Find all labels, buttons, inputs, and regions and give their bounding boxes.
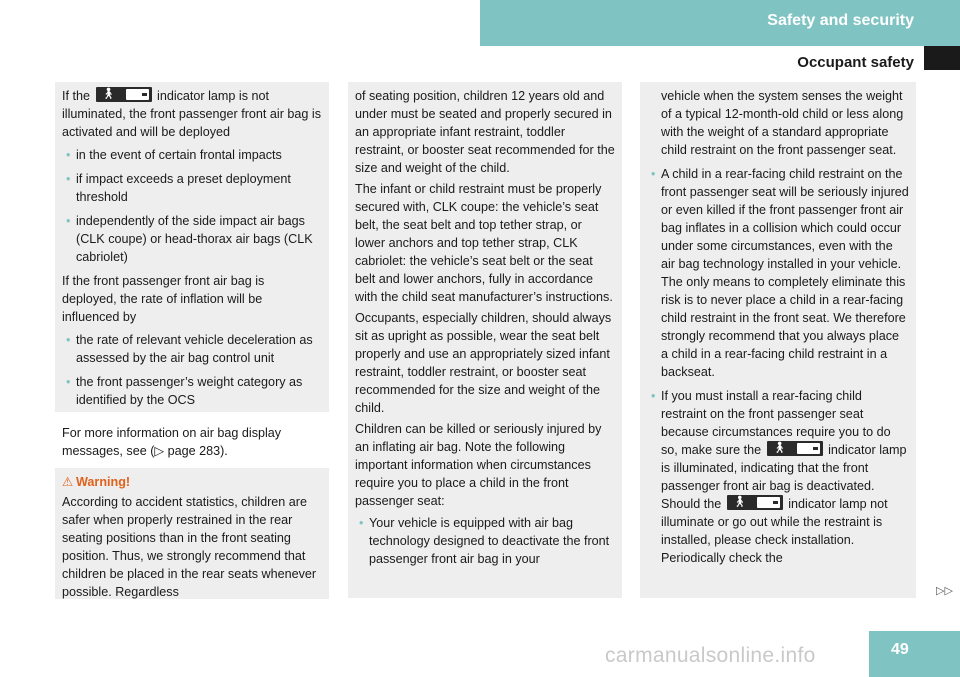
list-item: • If you must install a rear-facing child restraint on the front passenger seat because circumstances require you to do so, make sure the 🚶︎ indicator lamp is illuminated, indicating that the front passenger front air bag is deactivated. Should the 🚶︎ indicator lamp not illuminate or go out while the restraint is installed, please check installation. Periodically check the: [651, 389, 907, 565]
child-safety-list: [355, 514, 615, 568]
warning-heading: ⚠︎ Warning!: [62, 475, 131, 489]
header-marker: [924, 46, 960, 70]
intro-text-b: indicator lamp is not illuminated, the front passenger front air bag is activated and will be deployed: [62, 89, 322, 139]
page-number: 49: [891, 641, 909, 658]
warning-panel: [55, 468, 329, 599]
column-3: [640, 82, 916, 598]
list-item: • A child in a rear-facing child restraint on the front passenger seat will be seriously injured or even killed if the front passenger front air bag inflates in a collision which could occur under some circumstances, even with the air bag technology installed in your vehicle. The only means to completely eliminate this risk is to never place a child in a rear-facing child restraint in the front seat. We therefore strongly recommend that you always place a child in a rear-facing child restraint in a backseat.: [651, 167, 909, 379]
list-item: • in the event of certain frontal impacts: [66, 148, 282, 162]
warning-text: According to accident statistics, children are safer when properly restrained in the rear seating positions than in the front seating position. Thus, we strongly recommend that children be placed in the rear seats whenever possible. Regardless: [62, 495, 317, 599]
pass-air-bag-off-icon: 🚶︎: [96, 87, 152, 102]
continue-arrow-icon: ▷▷: [936, 585, 953, 597]
paragraph: Occupants, especially children, should always sit as upright as possible, wear the seat belt properly and use an appropriately sized infant restraint, toddler restraint, or booster seat recommended for the size and weight of the child.: [355, 311, 612, 415]
paragraph: Children can be killed or seriously injured by an inflating air bag. Note the following important information when circumstances require you to place a child in the front passenger seat:: [355, 422, 602, 508]
deploy-conditions-list: [62, 146, 322, 266]
column-1: [55, 82, 329, 599]
intro-paragraph: [62, 87, 322, 141]
paragraph: of seating position, children 12 years old and under must be seated and properly secured in an appropriate infant restraint, toddler restraint, or booster seat recommended for the size and weight of the child.: [355, 89, 615, 175]
list-item: • if impact exceeds a preset deployment threshold: [66, 172, 291, 204]
warning-icon: ⚠︎: [62, 475, 74, 489]
subsection-title: Occupant safety: [797, 54, 914, 71]
page-number-box: [869, 631, 960, 677]
column-2: [348, 82, 622, 598]
list-item: • Your vehicle is equipped with air bag technology designed to deactivate the front passenger front air bag in your: [359, 516, 610, 566]
section-title: Safety and security: [767, 12, 914, 29]
inflation-paragraph: If the front passenger front air bag is deployed, the rate of inflation will be influenced by: [62, 274, 265, 324]
list-item: • independently of the side impact air bags (CLK coupe) or head-thorax air bags (CLK cabriolet): [66, 214, 313, 264]
more-info-text: For more information on air bag display messages, see (▷ page 283).: [62, 426, 282, 458]
pass-air-bag-off-icon: 🚶︎: [767, 441, 823, 456]
info-panel: [55, 82, 329, 412]
intro-text-a: If the: [62, 89, 91, 103]
list-item: • the rate of relevant vehicle deceleration as assessed by the air bag control unit: [66, 333, 313, 365]
paragraph: The infant or child restraint must be properly secured with, CLK coupe: the vehicle’s seat belt, the seat belt and top tether strap, or lower anchors and top tether strap, CLK cabriolet: the vehicle’s seat belt or the seat belt and lower anchors, fully in accordance with the child seat manufacturer’s instructions.: [355, 182, 613, 304]
watermark: carmanualsonline.info: [605, 644, 816, 667]
continued-text: vehicle when the system senses the weight of a typical 12-month-old child or less along with the weight of a standard appropriate child restraint on the front passenger seat.: [661, 89, 904, 157]
pass-air-bag-off-icon: 🚶︎: [727, 495, 783, 510]
rear-facing-list: [647, 165, 909, 567]
inflation-factors-list: [62, 331, 322, 409]
list-item: • the front passenger’s weight category as identified by the OCS: [66, 375, 303, 407]
